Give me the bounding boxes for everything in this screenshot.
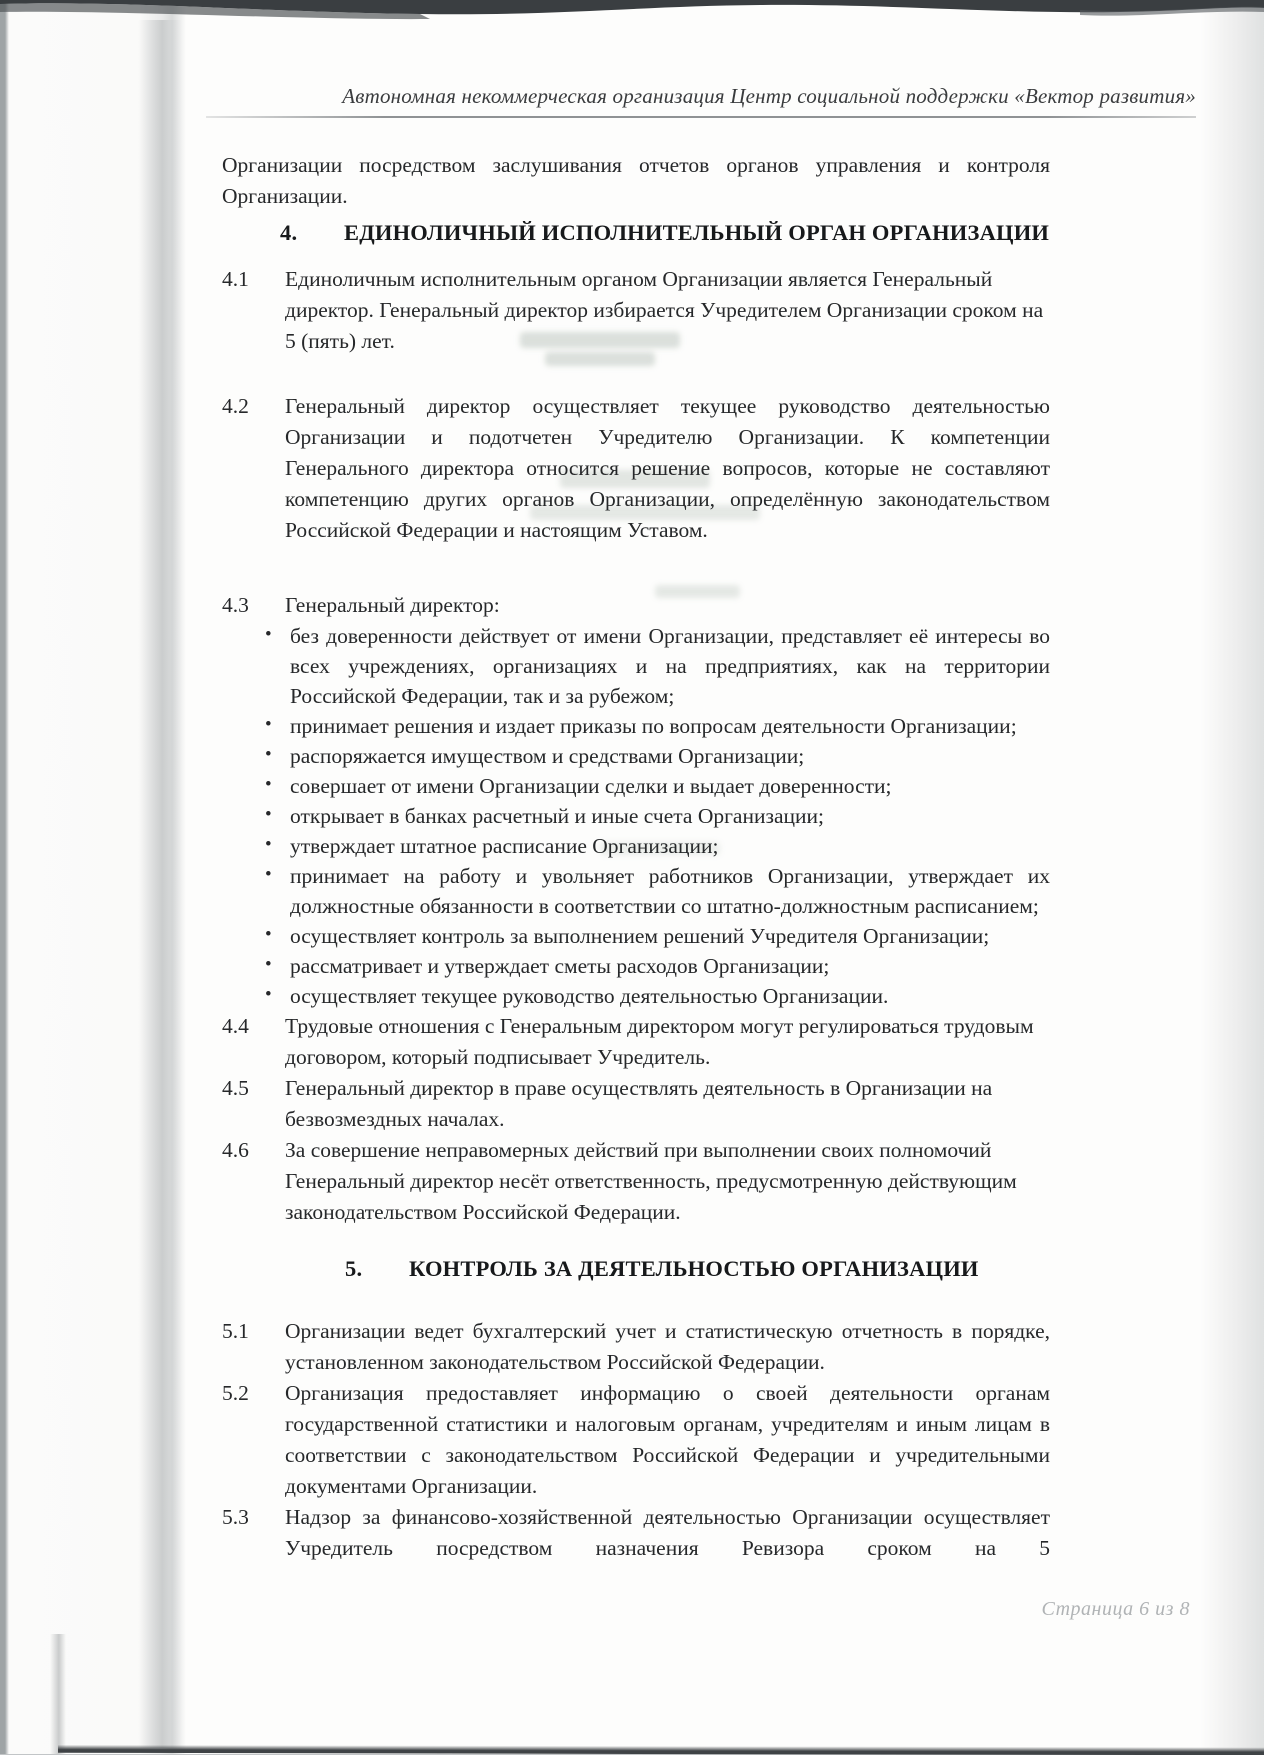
document-body [222,150,1050,1564]
section-heading [222,1252,1050,1286]
clause [222,1378,1050,1502]
section-title: ЕДИНОЛИЧНЫЙ ИСПОЛНИТЕЛЬНЫЙ ОРГАН ОРГАНИЗАЦИИ [344,220,1050,245]
bullet-item [222,621,1050,711]
clause [222,1502,1050,1564]
bullet-item [222,951,1050,981]
scan-edge-top [0,0,1264,30]
clause-text: Генеральный директор осуществляет текущее руководство деятельностью Организации и подотчетен Учредителю Организации. К компетенции Генерального директора относится решение вопросов, которые не составляют компетенцию других органов Организации, определённую законодательством Российской Федерации и настоящим Уставом. [285,394,1050,542]
header-rule [206,116,1196,118]
bullet-item [222,981,1050,1011]
bullet-item [222,921,1050,951]
bullet-item [222,801,1050,831]
bullet-item [222,771,1050,801]
bullet-text: открывает в банках расчетный и иные счета Организации; [290,804,824,828]
document-header [196,84,1196,109]
clause-number: 4.6 [222,1138,249,1162]
clause [222,1011,1050,1073]
section-number: 5. [345,1256,363,1281]
clause-text: За совершение неправомерных действий при выполнении своих полномочий Генеральный директор несёт ответственность, предусмотренную действующим законодательством Российской Федерации. [285,1138,1017,1224]
clause-number: 4.5 [222,1076,249,1100]
clause-text: Организация предоставляет информацию о своей деятельности органам государственной статистики и налоговым органам, учредителям и иным лицам в соответствии с законодательством Российской Федерации и учредительными документами Организации. [285,1381,1050,1498]
paragraph: Организации посредством заслушивания отчетов органов управления и контроля Организации. [222,153,1050,208]
bullet-marker-icon: • [265,984,272,1005]
bullet-text: осуществляет контроль за выполнением решений Учредителя Организации; [290,924,990,948]
clause-text: Генеральный директор в праве осуществлять деятельность в Организации на безвозмездных началах. [285,1076,993,1131]
bullet-item [222,741,1050,771]
bullet-marker-icon: • [265,624,272,645]
page-number: Страница 6 из 8 [1041,1598,1190,1620]
clause-number: 5.1 [222,1319,249,1343]
section-heading [222,216,1050,250]
clause-number: 5.3 [222,1505,249,1529]
bullet-item [222,861,1050,921]
bullet-item [222,831,1050,861]
bullet-marker-icon: • [265,714,272,735]
bullet-text: осуществляет текущее руководство деятельностью Организации. [290,984,889,1008]
bullet-marker-icon: • [265,954,272,975]
bullet-marker-icon: • [265,804,272,825]
section-title: КОНТРОЛЬ ЗА ДЕЯТЕЛЬНОСТЬЮ ОРГАНИЗАЦИИ [409,1256,979,1281]
bullet-text: без доверенности действует от имени Организации, представляет её интересы во всех учреждениях, организациях и на предприятиях, как на территории Российской Федерации, так и за рубежом; [290,624,1050,708]
bullet-text: принимает решения и издает приказы по вопросам деятельности Организации; [290,714,1017,738]
bullet-marker-icon: • [265,864,272,885]
bullet-item [222,711,1050,741]
organization-name: Автономная некоммерческая организация Центр социальной поддержки «Вектор развития» [342,84,1196,108]
bullet-marker-icon: • [265,924,272,945]
bullet-marker-icon: • [265,774,272,795]
clause [222,391,1050,546]
clause-number: 4.1 [222,267,249,291]
bullet-text: распоряжается имуществом и средствами Организации; [290,744,805,768]
clause-number: 5.2 [222,1381,249,1405]
clause [222,264,1050,357]
bullet-text: принимает на работу и увольняет работников Организации, утверждает их должностные обязанности в соответствии со штатно-должностным расписанием; [290,864,1050,918]
clause [222,1316,1050,1378]
clause-text: Трудовые отношения с Генеральным директором могут регулироваться трудовым договором, который подписывает Учредитель. [285,1014,1034,1069]
clause-text: Организации ведет бухгалтерский учет и статистическую отчетность в порядке, установленном законодательством Российской Федерации. [285,1319,1050,1374]
clause-text: Генеральный директор: [285,593,500,617]
clause-text: Единоличным исполнительным органом Организации является Генеральный директор. Генеральный директор избирается Учредителем Организации сроком на 5 (пять) лет. [285,267,1044,353]
bullet-text: рассматривает и утверждает сметы расходов Организации; [290,954,830,978]
page-fold-crease [138,20,182,1748]
bullet-text: утверждает штатное расписание Организации; [290,834,719,858]
clause [222,590,1050,621]
clause [222,1135,1050,1228]
bullet-text: совершает от имени Организации сделки и выдает доверенности; [290,774,892,798]
clause-number: 4.3 [222,593,249,617]
page-fold-bottom [50,1634,66,1754]
clause-number: 4.2 [222,394,249,418]
clause [222,1073,1050,1135]
bullet-marker-icon: • [265,744,272,765]
clause-text: Надзор за финансово-хозяйственной деятельностью Организации осуществляет Учредитель посредством назначения Ревизора сроком на 5 [285,1505,1050,1560]
scan-edge-bottom [58,1745,1264,1755]
clause-number: 4.4 [222,1014,249,1038]
section-number: 4. [280,220,298,245]
bullet-marker-icon: • [265,834,272,855]
